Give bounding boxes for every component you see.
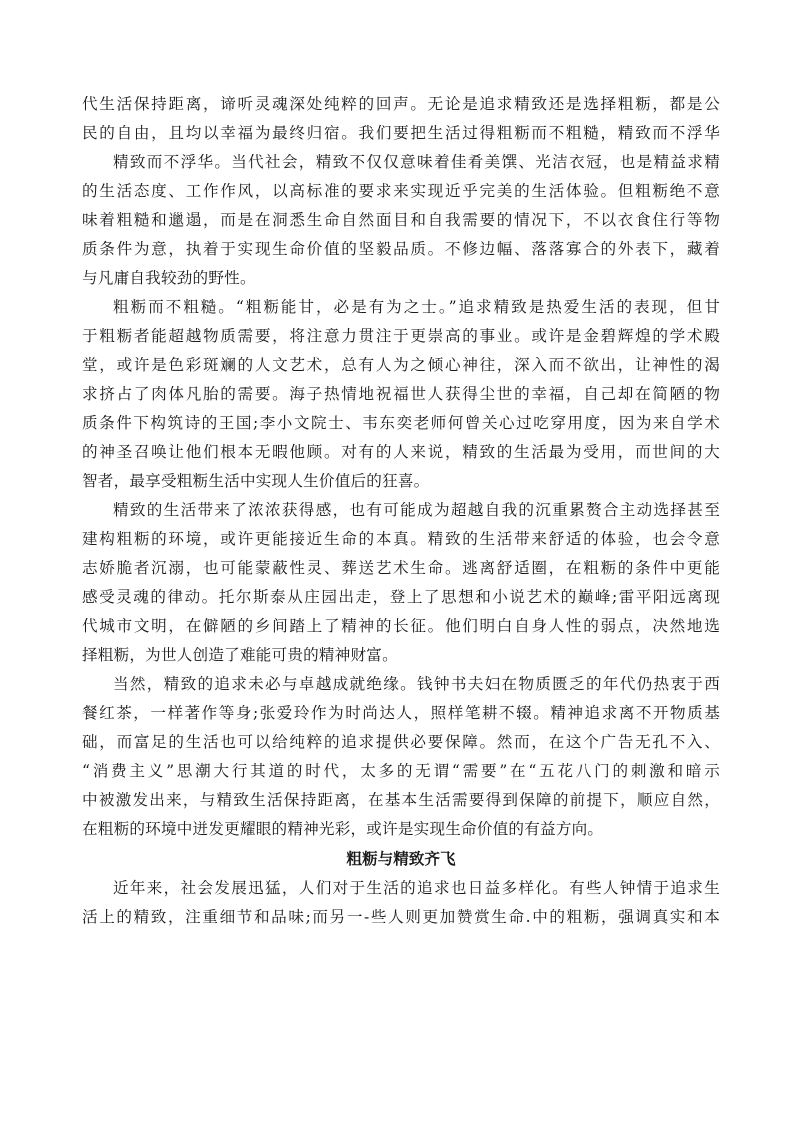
text-line: 在粗粝的环境中迸发更耀眼的精神光彩，或许是实现生命价值的有益方向。: [82, 820, 604, 838]
text-line: 的神圣召唤让他们根本无暇他顾。对有的人来说，精致的生活最为受用，而世间的大: [82, 443, 720, 461]
text-line: 代生活保持距离，谛听灵魂深处纯粹的回声。无论是追求精致还是选择粗粝，都是公: [82, 95, 720, 113]
text-line: 择粗粝，为世人创造了难能可贵的精神财富。: [82, 646, 398, 664]
text-line: 味着粗糙和邋遢，而是在洞悉生命自然面目和自我需要的情况下，不以衣食住行等物: [82, 211, 720, 229]
text-line: 于粗粝者能超越物质需要，将注意力贯注于更崇高的事业。或许是金碧辉煌的学术殿: [82, 327, 720, 345]
text-line: 精致的生活带来了浓浓获得感，也有可能成为超越自我的沉重累赘合主动选择甚至: [113, 501, 720, 519]
paragraph-6: [82, 874, 720, 932]
text-line: 求挤占了肉体凡胎的需要。海子热情地祝福世人获得尘世的幸福，自己却在简陋的物: [82, 385, 720, 403]
text-line: 活上的精致，注重细节和品味;而另一-些人则更加赞赏生命.中的粗粝，强调真实和本: [82, 908, 720, 926]
text-line: 堂，或许是色彩斑斓的人文艺术，总有人为之倾心神往，深入而不欲出，让神性的渴: [82, 356, 720, 374]
text-line: 智者，最享受粗粝生活中实现人生价值后的狂喜。: [82, 472, 430, 490]
text-line: 中被激发出来，与精致生活保持距离，在基本生活需要得到保障的前提下，顺应自然，: [82, 791, 720, 809]
text-line: 当然，精致的追求未必与卓越成就绝缘。钱钟书夫妇在物质匮乏的年代仍热衷于西: [113, 675, 720, 693]
text-line: 餐红茶，一样著作等身;张爱玲作为时尚达人，照样笔耕不辍。精神追求离不开物质基: [82, 704, 720, 722]
text-line: 民的自由，且均以幸福为最终归宿。我们要把生活过得粗粝而不粗糙，精致而不浮华: [82, 124, 720, 142]
paragraph-1: [82, 90, 720, 148]
paragraph-4: [82, 496, 720, 670]
text-line: 精致而不浮华。当代社会，精致不仅仅意味着佳肴美馔、光洁衣冠，也是精益求精: [113, 153, 720, 171]
text-line: 与凡庸自我较劲的野性。: [82, 269, 256, 287]
document-page: [82, 90, 720, 932]
text-line: 感受灵魂的律动。托尔斯泰从庄园出走，登上了思想和小说艺术的巅峰;雷平阳远离现: [82, 588, 720, 606]
text-line: 建构粗粝的环境，或许更能接近生命的本真。精致的生活带来舒适的体验，也会令意: [82, 530, 720, 548]
paragraph-2: [82, 148, 720, 293]
text-line: 质条件下构筑诗的王国;李小文院士、韦东奕老师何曾关心过吃穿用度，因为来自学术: [82, 414, 720, 432]
paragraph-3: [82, 293, 720, 496]
text-line: 志娇脆者沉溺，也可能蒙蔽性灵、葬送艺术生命。逃离舒适圈，在粗粝的条件中更能: [82, 559, 720, 577]
text-line: 的生活态度、工作作风，以高标准的要求来实现近乎完美的生活体验。但粗粝绝不意: [82, 182, 720, 200]
text-line: 质条件为意，执着于实现生命价值的坚毅品质。不修边幅、落落寡合的外表下，藏着: [82, 240, 720, 258]
essay-heading: 粗粝与精致齐飞: [346, 850, 456, 868]
text-line: 近年来，社会发展迅猛，人们对于生活的追求也日益多样化。有些人钟情于追求生: [113, 879, 720, 897]
text-line: 代城市文明，在僻陋的乡间踏上了精神的长征。他们明白自身人性的弱点，决然地选: [82, 617, 720, 635]
text-line: “消费主义”思潮大行其道的时代，太多的无谓“需要”在“五花八门的刺激和暗示: [82, 762, 720, 780]
text-line: 粗粝而不粗糙。“粗粝能甘，必是有为之士。”追求精致是热爱生活的表现，但甘: [113, 298, 720, 316]
text-line: 础，而富足的生活也可以给纯粹的追求提供必要保障。然而，在这个广告无孔不入、: [82, 733, 720, 751]
paragraph-5: [82, 670, 720, 844]
